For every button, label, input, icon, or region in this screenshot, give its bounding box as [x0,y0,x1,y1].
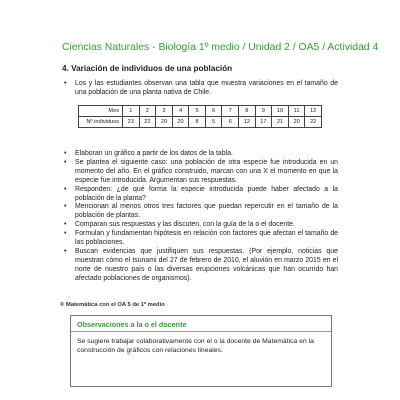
section-title: 4. Variación de individuos de una población [62,64,233,73]
table-cell: 23 [123,117,140,128]
population-table [78,105,322,128]
table-row-months [79,106,322,117]
table-cell: 8 [189,117,206,128]
table-cell: 7 [222,106,239,117]
intro-bullet-list [62,80,338,98]
table-cell: 22 [139,117,156,128]
table-cell: 5 [205,117,222,128]
activity-bullet-item: • Elaboran un gráfico a partir de los datos de la tabla. [62,150,338,159]
table-cell: 2 [139,106,156,117]
activity-bullet-list [62,150,338,284]
table-cell: 3 [156,106,173,117]
table-cell: 11 [288,106,305,117]
table-cell: 21 [272,117,289,128]
document-header: Ciencias Naturales - Biología 1º medio / Unidad 2 / OA5 / Actividad 4 [62,42,379,53]
table-cell: 6 [205,106,222,117]
table-cell: 9 [255,106,272,117]
intro-bullet-item: • Los y las estudiantes observan una tabla que muestra variaciones en el tamaño de una población de una planta nativa de Chile. [62,80,338,98]
table-row-individuals [79,117,322,128]
observations-box [70,315,332,387]
table-cell: 20 [172,117,189,128]
table-cell: 10 [272,106,289,117]
observations-title: Observaciones a la o el docente [77,320,187,329]
observations-text: Se sugiere trabajar colaborativamente con el o la docente de Matemática en la construcción de gráficos con relaciones lineales. [77,338,314,354]
table-row-label: Mes [79,106,123,117]
table-cell: 5 [189,106,206,117]
observations-divider [71,331,331,332]
activity-bullet-item: • Formulan y fundamentan hipótesis en relación con factores que afectan el tamaño de las poblaciones. [62,230,338,248]
table-cell: 6 [222,117,239,128]
table-cell: 8 [239,106,256,117]
table-cell: 20 [288,117,305,128]
activity-bullet-item: • Se plantea el siguiente caso: una población de otra especie fue introducida en un momento del año. En el gráfico construido, marcan con una X el momento en que la especie fue introducida. Argumentan sus respuestas. [62,159,338,186]
table-cell: 4 [172,106,189,117]
activity-bullet-item: • Mencionan al menos otros tres factores que puedan repercutir en el tamaño de la población de plantas. [62,203,338,221]
activity-bullet-item: • Responden: ¿de qué forma la especie introducida puede haber afectado a la población de la planta? [62,186,338,204]
table-cell: 22 [305,117,322,128]
table-cell: 1 [123,106,140,117]
math-connection-note: ® Matemática con el OA 5 de 1º medio [60,302,165,308]
table-cell: 12 [305,106,322,117]
table-row-label: Nº individuos [79,117,123,128]
table-cell: 20 [156,117,173,128]
activity-bullet-item: • Comparan sus respuestas y las discuten, con la guía de la o el docente. [62,221,338,230]
activity-bullet-item: • Buscan evidencias que justifiquen sus respuestas. (Por ejemplo, noticias que muestran cómo el tsunami del 27 de febrero de 2010, el aluvión en marzo 2015 en el norte de nuestro país o las diversas erupciones volcánicas que han ocurrido han afectado poblaciones de organismos). [62,248,338,284]
table-cell: 17 [255,117,272,128]
table-cell: 12 [239,117,256,128]
